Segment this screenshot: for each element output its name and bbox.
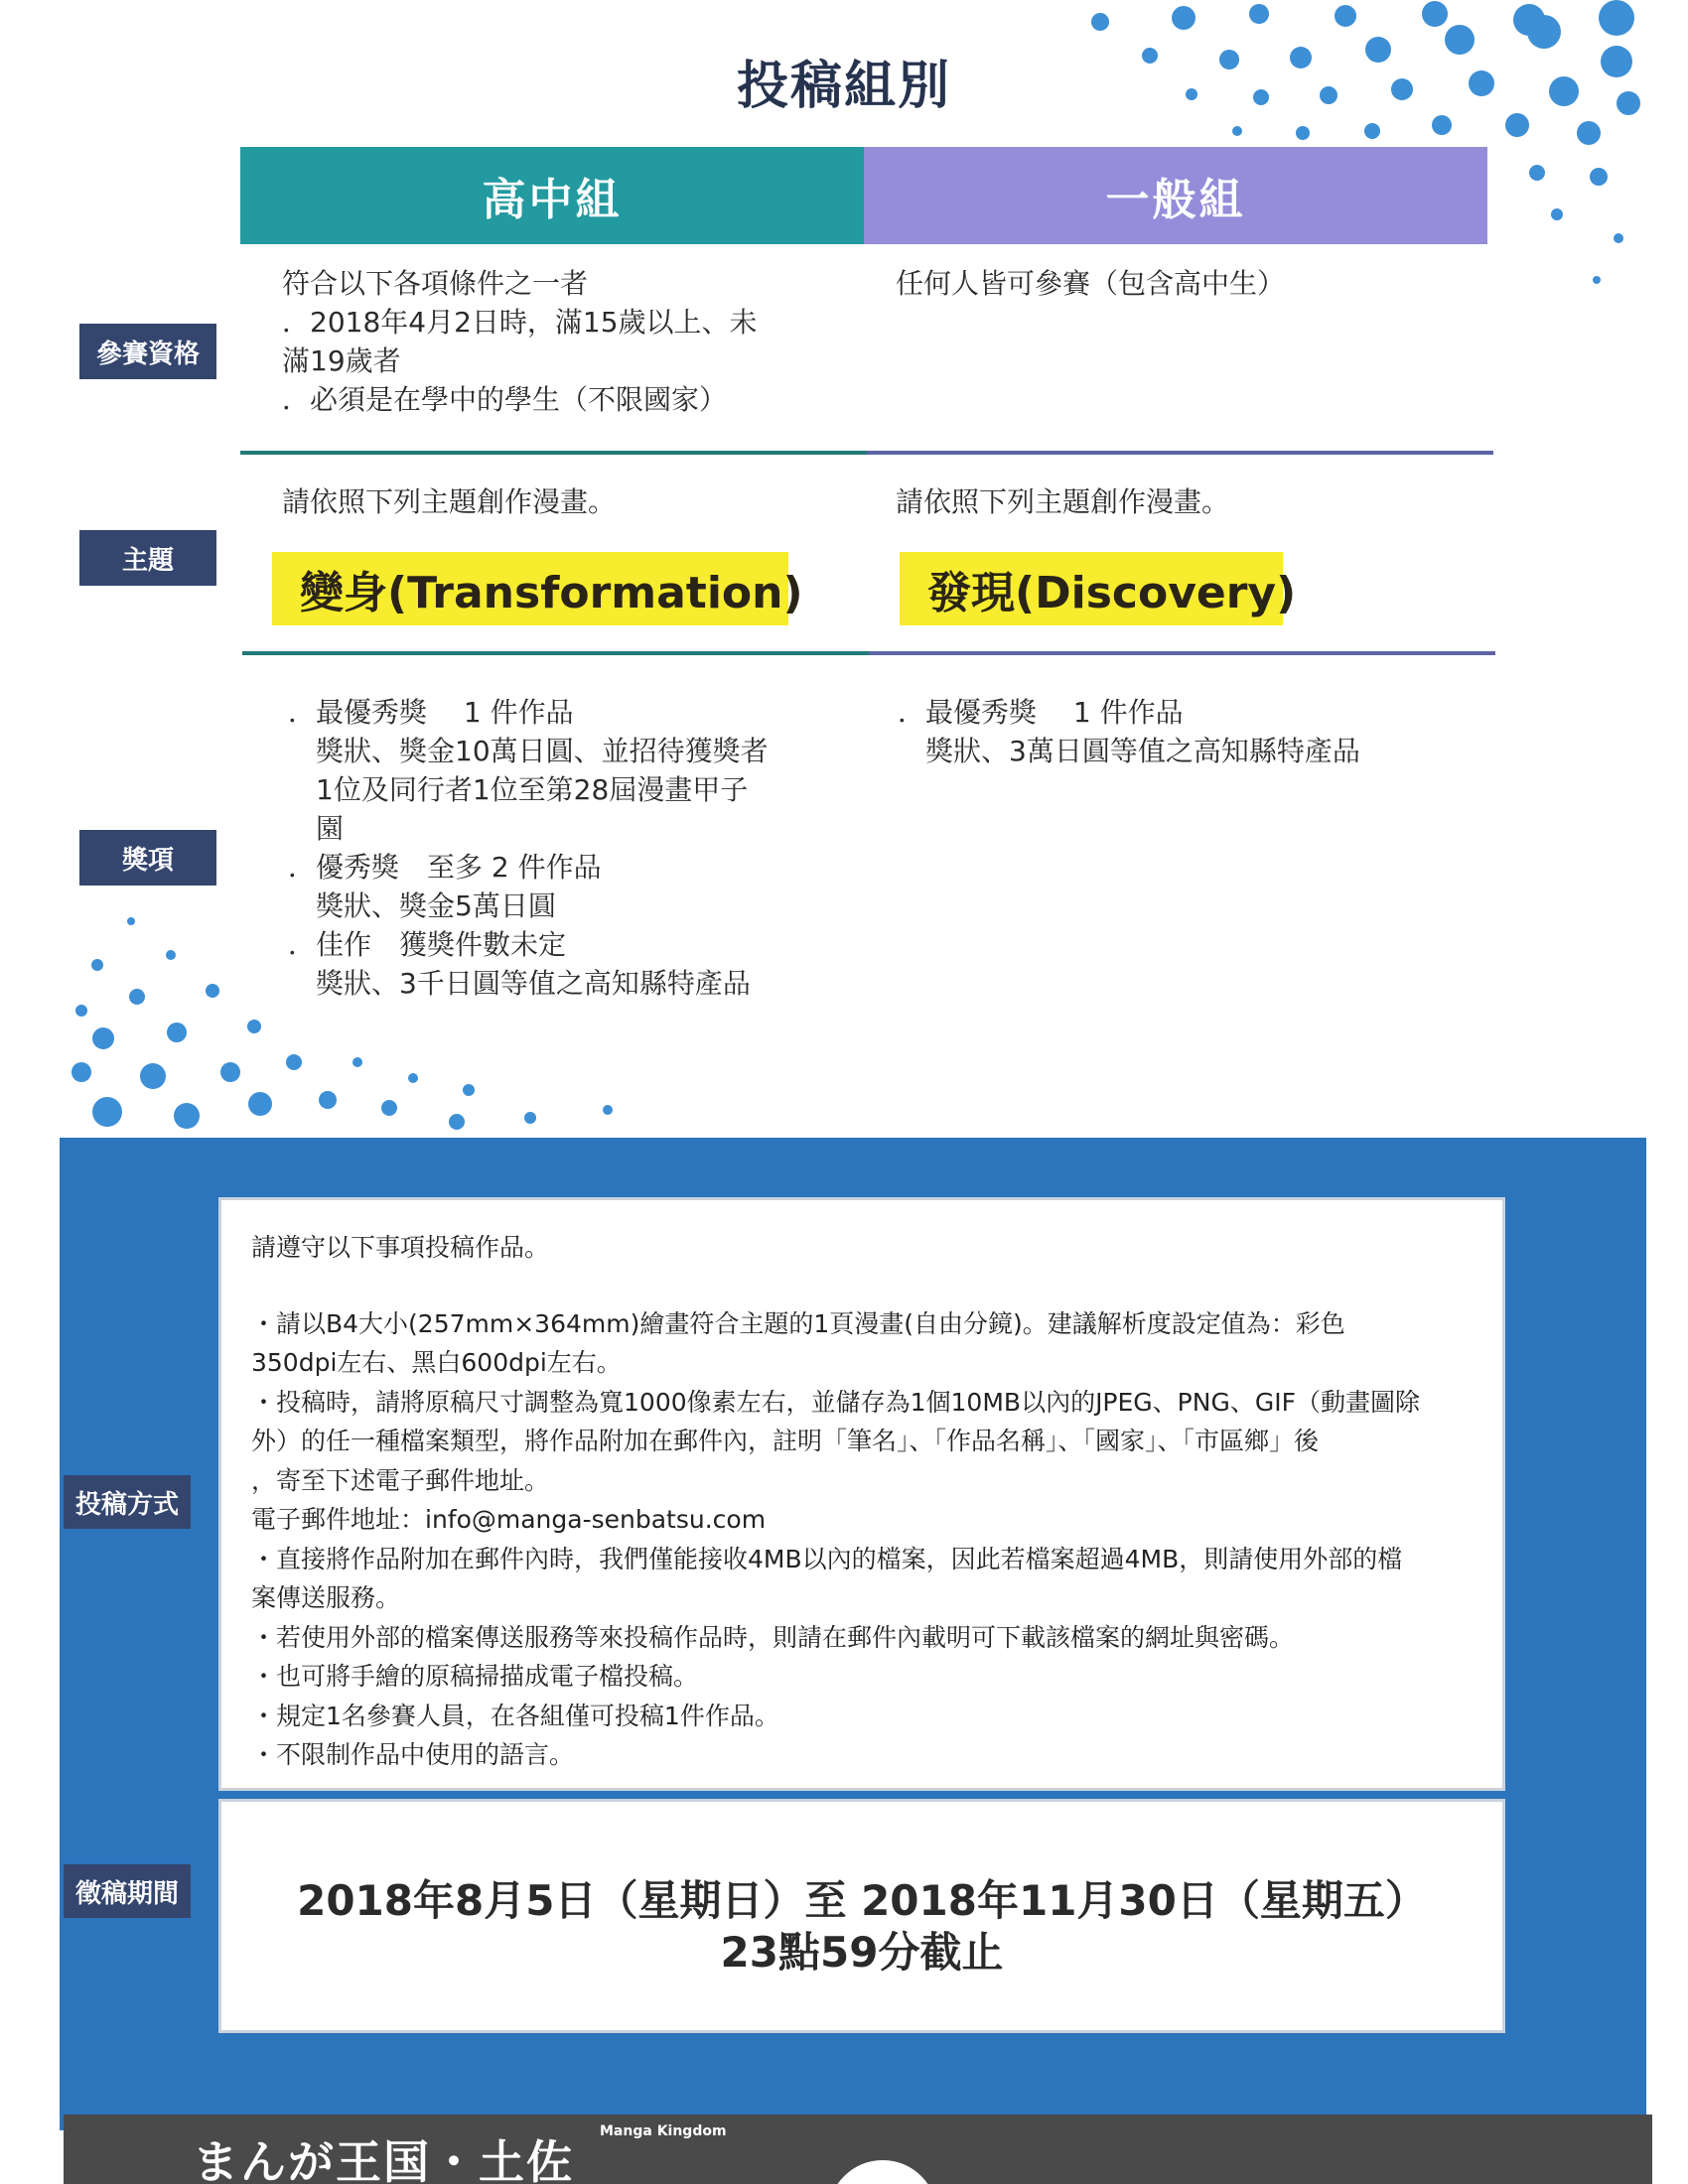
eligibility-general: 任何人皆可參賽（包含高中生）: [896, 267, 1286, 300]
prize-line: 1位及同行者1位至第28屆漫畫甲子: [288, 773, 749, 806]
theme-intro-high-school: 請依照下列主題創作漫畫。: [282, 485, 617, 518]
prize-line: 獎狀、獎金5萬日圓: [288, 889, 556, 922]
prize-line: ．最優秀獎 1 件作品: [288, 696, 574, 729]
method-intro: 請遵守以下事項投稿作品。: [251, 1233, 550, 1262]
theme-intro-general: 請依照下列主題創作漫畫。: [896, 485, 1230, 518]
eligibility-line: ．2018年4月2日時，滿15歲以上、未: [282, 306, 758, 339]
prizes-label: 獎項: [79, 830, 216, 886]
period-deadline: 23點59分截止: [720, 1928, 1004, 1977]
eligibility-line: 滿19歲者: [282, 344, 401, 377]
submission-period-box: [218, 1799, 1505, 2033]
period-label: 徵稿期間: [64, 1864, 191, 1918]
high-school-group-header: 高中組: [240, 147, 864, 244]
method-line: 案傳送服務。: [251, 1583, 401, 1612]
row-divider: [242, 651, 1495, 655]
page-title: 投稿組別: [736, 57, 951, 116]
footer-logo-subtitle: Manga Kingdom: [600, 2123, 727, 2139]
prizes-high-school: [288, 693, 864, 1003]
theme-high-school: 變身(Transformation): [272, 552, 788, 625]
eligibility-line: 符合以下各項條件之一者: [282, 267, 589, 300]
method-line: ，寄至下述電子郵件地址。: [251, 1465, 550, 1495]
method-email: 電子郵件地址：info@manga-senbatsu.com: [251, 1505, 767, 1534]
method-line: 外）的任一種檔案類型，將作品附加在郵件內，註明「筆名」、「作品名稱」、「國家」、「市區鄉」後: [251, 1427, 1320, 1455]
prize-line: 獎狀、3萬日圓等值之高知縣特產品: [898, 735, 1360, 767]
prize-line: ．最優秀獎 1 件作品: [898, 696, 1184, 729]
eligibility-high-school: [282, 264, 838, 419]
method-line: ・請以B4大小(257mm×364mm)繪畫符合主題的1頁漫畫(自由分鏡)。建議解析度設定值為：彩色: [251, 1308, 1345, 1338]
prize-line: 獎狀、獎金10萬日圓、並招待獲獎者: [288, 735, 769, 767]
method-line: ・直接將作品附加在郵件內時，我們僅能接收4MB以內的檔案，因此若檔案超過4MB，則請使用外部的檔: [251, 1544, 1403, 1573]
method-line: 350dpi左右、黑白600dpi左右。: [251, 1348, 622, 1377]
prize-line: 獎狀、3千日圓等值之高知縣特產品: [288, 967, 751, 1000]
general-group-header: 一般組: [864, 147, 1487, 244]
footer-circle-graphic: [828, 2160, 937, 2184]
theme-general: 發現(Discovery): [900, 552, 1283, 625]
eligibility-line: ．必須是在學中的學生（不限國家）: [282, 383, 728, 416]
submission-method-box: [218, 1197, 1505, 1791]
method-label: 投稿方式: [64, 1475, 191, 1529]
method-line: ・也可將手繪的原稿掃描成電子檔投稿。: [251, 1662, 699, 1691]
prize-line: ．優秀獎 至多 2 件作品: [288, 851, 602, 884]
theme-label: 主題: [79, 530, 216, 586]
eligibility-label: 參賽資格: [79, 324, 216, 379]
method-line: ・投稿時，請將原稿尺寸調整為寬1000像素左右，並儲存為1個10MB以內的JPEG、PNG、GIF（動畫圖除: [251, 1387, 1420, 1417]
footer-bar: [64, 2115, 1652, 2184]
method-line: ・不限制作品中使用的語言。: [251, 1740, 575, 1769]
method-line: ・規定1名參賽人員，在各組僅可投稿1件作品。: [251, 1701, 779, 1730]
footer-logo: まんが王国・土佐: [193, 2135, 574, 2184]
period-dates: 2018年8月5日（星期日）至 2018年11月30日（星期五）: [297, 1876, 1427, 1925]
method-line: ・若使用外部的檔案傳送服務等來投稿作品時，則請在郵件內載明可下載該檔案的網址與密碼。: [251, 1622, 1295, 1652]
row-divider: [240, 451, 1493, 455]
prizes-general: [898, 693, 1474, 770]
prize-line: 園: [288, 812, 345, 845]
prize-line: ．佳作 獲獎件數未定: [288, 928, 567, 961]
